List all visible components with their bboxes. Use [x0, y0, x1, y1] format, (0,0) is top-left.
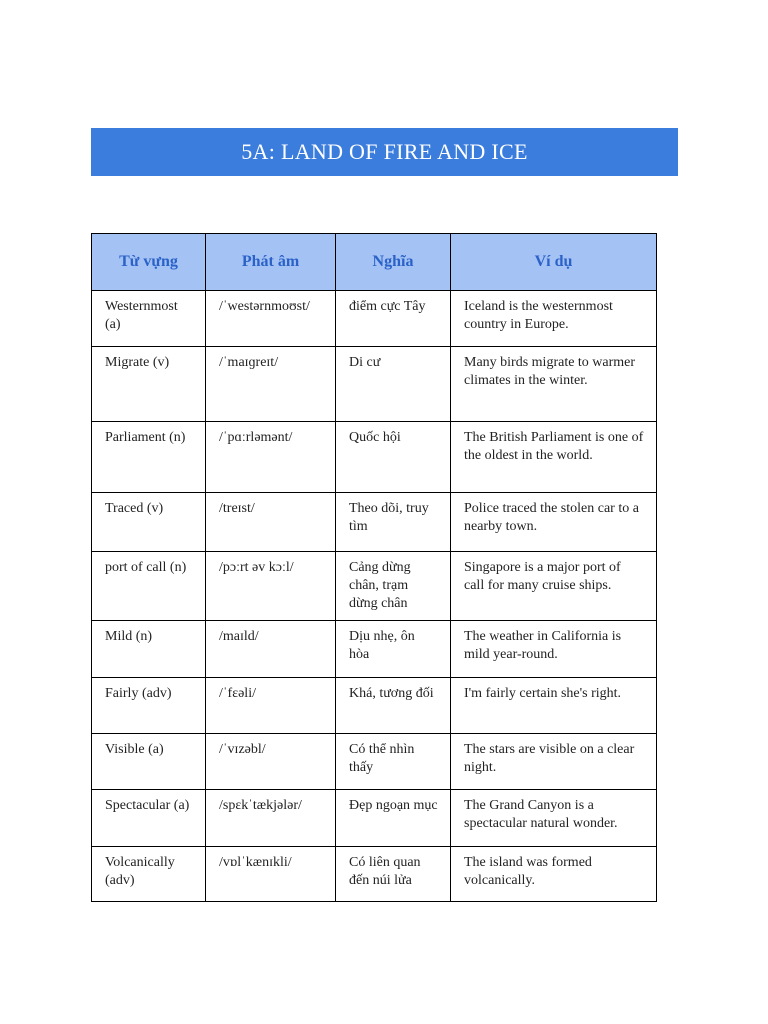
cell-word: Visible (a) — [92, 734, 206, 790]
page-title: 5A: LAND OF FIRE AND ICE — [241, 139, 528, 164]
cell-pronunciation: /ˈfɛəli/ — [206, 678, 336, 734]
cell-meaning: Di cư — [336, 347, 451, 422]
cell-word: port of call (n) — [92, 552, 206, 621]
cell-example: Police traced the stolen car to a nearby town. — [451, 493, 657, 552]
cell-word: Parliament (n) — [92, 422, 206, 493]
header-example: Ví dụ — [451, 234, 657, 291]
table-row — [92, 422, 657, 493]
cell-pronunciation: /ˈvɪzəbl/ — [206, 734, 336, 790]
cell-meaning: Theo dõi, truy tìm — [336, 493, 451, 552]
cell-example: The island was formed volcanically. — [451, 847, 657, 902]
cell-pronunciation: /treɪst/ — [206, 493, 336, 552]
cell-meaning: Có liên quan đến núi lửa — [336, 847, 451, 902]
title-banner — [91, 128, 678, 176]
cell-meaning: Đẹp ngoạn mục — [336, 790, 451, 847]
cell-meaning: điểm cực Tây — [336, 291, 451, 347]
cell-pronunciation: /pɔːrt əv kɔːl/ — [206, 552, 336, 621]
table-header-row — [92, 234, 657, 291]
cell-word: Fairly (adv) — [92, 678, 206, 734]
cell-meaning: Khá, tương đối — [336, 678, 451, 734]
header-meaning: Nghĩa — [336, 234, 451, 291]
cell-example: The weather in California is mild year-round. — [451, 621, 657, 678]
table-row — [92, 347, 657, 422]
cell-word: Migrate (v) — [92, 347, 206, 422]
cell-pronunciation: /ˈmaɪɡreɪt/ — [206, 347, 336, 422]
cell-example: Singapore is a major port of call for many cruise ships. — [451, 552, 657, 621]
cell-pronunciation: /vɒlˈkænɪkli/ — [206, 847, 336, 902]
cell-meaning: Quốc hội — [336, 422, 451, 493]
table-row — [92, 790, 657, 847]
cell-word: Traced (v) — [92, 493, 206, 552]
cell-word: Volcanically (adv) — [92, 847, 206, 902]
table-row — [92, 493, 657, 552]
cell-pronunciation: /spɛkˈtækjələr/ — [206, 790, 336, 847]
cell-word: Westernmost (a) — [92, 291, 206, 347]
cell-example: Iceland is the westernmost country in Europe. — [451, 291, 657, 347]
cell-meaning: Dịu nhẹ, ôn hòa — [336, 621, 451, 678]
cell-example: Many birds migrate to warmer climates in the winter. — [451, 347, 657, 422]
header-word: Từ vựng — [92, 234, 206, 291]
cell-pronunciation: /ˈwestərnmoʊst/ — [206, 291, 336, 347]
cell-pronunciation: /ˈpɑːrləmənt/ — [206, 422, 336, 493]
cell-meaning: Cảng dừng chân, trạm dừng chân — [336, 552, 451, 621]
table-row — [92, 621, 657, 678]
header-pronunciation: Phát âm — [206, 234, 336, 291]
table-row — [92, 291, 657, 347]
cell-meaning: Có thể nhìn thấy — [336, 734, 451, 790]
cell-example: The British Parliament is one of the oldest in the world. — [451, 422, 657, 493]
cell-word: Spectacular (a) — [92, 790, 206, 847]
vocabulary-table — [91, 233, 657, 902]
table-row — [92, 734, 657, 790]
cell-word: Mild (n) — [92, 621, 206, 678]
table-row — [92, 678, 657, 734]
cell-example: The Grand Canyon is a spectacular natural wonder. — [451, 790, 657, 847]
cell-example: I'm fairly certain she's right. — [451, 678, 657, 734]
table-row — [92, 552, 657, 621]
cell-pronunciation: /maɪld/ — [206, 621, 336, 678]
cell-example: The stars are visible on a clear night. — [451, 734, 657, 790]
table-row — [92, 847, 657, 902]
